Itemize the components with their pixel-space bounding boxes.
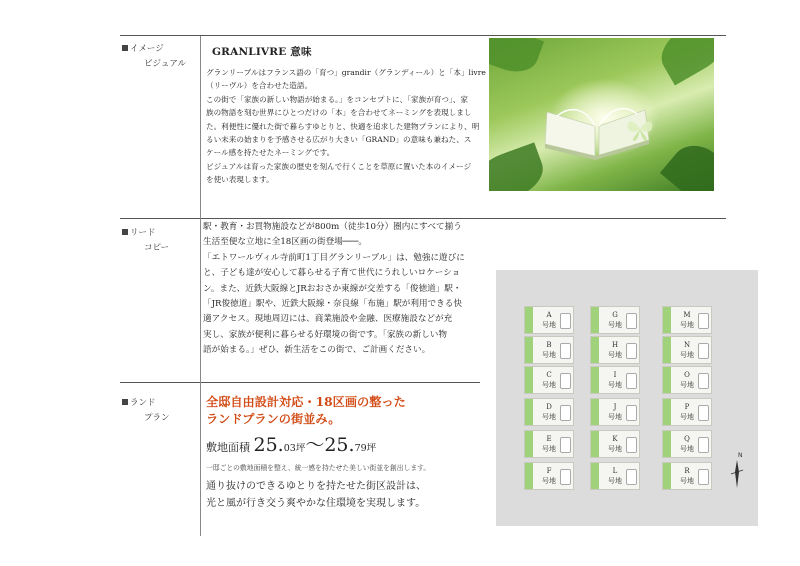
square-bullet-icon bbox=[122, 399, 128, 405]
parked-car-icon bbox=[698, 313, 709, 329]
lot-suffix: 号地 bbox=[680, 413, 694, 421]
garden-strip bbox=[663, 431, 671, 457]
lot-suffix: 号地 bbox=[542, 445, 556, 453]
lot-b bbox=[524, 336, 574, 364]
garden-strip bbox=[591, 463, 599, 489]
lot-suffix: 号地 bbox=[680, 445, 694, 453]
garden-strip bbox=[663, 307, 671, 333]
lot-letter: K bbox=[612, 435, 618, 443]
lot-suffix: 号地 bbox=[608, 413, 622, 421]
parked-car-icon bbox=[626, 373, 637, 389]
lot-suffix: 号地 bbox=[608, 477, 622, 485]
site-area: 敷地面積 25.03坪～25.79坪 bbox=[206, 434, 377, 456]
butterfly-icon bbox=[625, 116, 655, 142]
lot-letter: P bbox=[684, 403, 690, 411]
lot-p bbox=[662, 398, 712, 426]
parked-car-icon bbox=[626, 437, 637, 453]
lot-n bbox=[662, 336, 712, 364]
garden-strip bbox=[591, 307, 599, 333]
garden-strip bbox=[591, 337, 599, 363]
north-compass-icon bbox=[727, 450, 747, 490]
square-bullet-icon bbox=[122, 229, 128, 235]
lot-d bbox=[524, 398, 574, 426]
lot-suffix: 号地 bbox=[680, 381, 694, 389]
compass-north-label: N bbox=[738, 452, 743, 459]
land-plan-headline: 全邸自由設計対応・18区画の整った ランドプランの街並み。 bbox=[206, 395, 406, 426]
lot-c bbox=[524, 366, 574, 394]
lot-suffix: 号地 bbox=[680, 321, 694, 329]
lot-o bbox=[662, 366, 712, 394]
lot-suffix: 号地 bbox=[680, 477, 694, 485]
lot-letter: C bbox=[546, 371, 552, 379]
lot-letter: N bbox=[683, 341, 691, 349]
garden-strip bbox=[525, 307, 533, 333]
lot-f bbox=[524, 462, 574, 490]
garden-strip bbox=[525, 399, 533, 425]
parked-car-icon bbox=[560, 313, 571, 329]
garden-strip bbox=[591, 367, 599, 393]
lot-letter: O bbox=[684, 371, 690, 379]
lot-letter: F bbox=[546, 467, 552, 475]
lot-suffix: 号地 bbox=[542, 351, 556, 359]
parked-car-icon bbox=[698, 373, 709, 389]
parked-car-icon bbox=[626, 313, 637, 329]
image-visual-description: グランリーブルはフランス語の「育つ」grandir（グランディール）と「本」livre （リーヴル）を合わせた造語。 この街で「家族の新しい物語が始まる。」をコンセプトに、「家族が育つ」、家 族の物語を刻む世界にひとつだけの「本」を合わせてネーミングを表現しまし た。利便性に優れた街で暮らすゆとりと、快適を追求した建物プランにより、明 るい未来の始まりを予感させる広がり大きい「GRAND」の意味も兼ねた、ス ケール感を持たせたネーミングです。 ビジュアルは育った家族の歴史を刻んで行くことを草原に置いた本のイメージ を使い表現します。 bbox=[206, 68, 486, 185]
lot-letter: B bbox=[546, 341, 552, 349]
label-land-plan: ランド プラン bbox=[122, 396, 170, 426]
garden-strip bbox=[525, 337, 533, 363]
lot-letter: R bbox=[684, 467, 690, 475]
lot-letter: I bbox=[613, 371, 617, 379]
lot-letter: H bbox=[611, 341, 619, 349]
lot-letter: M bbox=[683, 311, 691, 319]
label-lead-copy: リード コピー bbox=[122, 226, 169, 256]
lot-a bbox=[524, 306, 574, 334]
lot-e bbox=[524, 430, 574, 458]
parked-car-icon bbox=[626, 343, 637, 359]
lot-suffix: 号地 bbox=[608, 381, 622, 389]
lot-h bbox=[590, 336, 640, 364]
garden-strip bbox=[663, 463, 671, 489]
garden-strip bbox=[591, 431, 599, 457]
parked-car-icon bbox=[560, 405, 571, 421]
lot-suffix: 号地 bbox=[608, 351, 622, 359]
garden-strip bbox=[525, 431, 533, 457]
closing-text: 通り抜けのできるゆとりを持たせた街区設計は、 光と風が行き交う爽やかな住環境を実現します。 bbox=[206, 481, 426, 509]
parked-car-icon bbox=[698, 437, 709, 453]
lot-letter: D bbox=[546, 403, 552, 411]
lot-m bbox=[662, 306, 712, 334]
lot-letter: G bbox=[612, 311, 618, 319]
lot-g bbox=[590, 306, 640, 334]
lot-l bbox=[590, 462, 640, 490]
area-note: 一邸ごとの敷地面積を整え、統一感を持たせた美しい街並を創出します。 bbox=[206, 464, 431, 472]
lot-i bbox=[590, 366, 640, 394]
lot-suffix: 号地 bbox=[680, 351, 694, 359]
parked-car-icon bbox=[698, 405, 709, 421]
lot-suffix: 号地 bbox=[542, 477, 556, 485]
lot-letter: L bbox=[612, 467, 618, 475]
parked-car-icon bbox=[626, 405, 637, 421]
garden-strip bbox=[663, 399, 671, 425]
lot-k bbox=[590, 430, 640, 458]
garden-strip bbox=[591, 399, 599, 425]
parked-car-icon bbox=[560, 373, 571, 389]
garden-strip bbox=[663, 367, 671, 393]
square-bullet-icon bbox=[122, 45, 128, 51]
lead-copy-text: 駅・教育・お買物施設などが800m（徒歩10分）圏内にすべて揃う 生活至便な立地に全18区画の街登場───。 「エトワールヴィル寺前町1丁目グランリーブル」は、勉強に遊びに と、子ども達が安心して暮らせる子育て世代にうれしいロケーショ ン。また、近鉄大阪線とJRおおさか東線が交差する「俊徳道」駅・ 「JR俊徳道」駅や、近鉄大阪線・奈良線「布施」駅が利用できる快 適アクセス。現地周辺には、商業施設や金融、医療施設などが充 実し、家族が便利に暮らせる好環境の街です。「家族の新しい物 語が始まる。」ぜひ、新生活をこの街で、ご計画ください。 bbox=[203, 222, 465, 356]
book-in-meadow-image bbox=[489, 38, 714, 191]
garden-strip bbox=[663, 337, 671, 363]
parked-car-icon bbox=[626, 469, 637, 485]
lot-q bbox=[662, 430, 712, 458]
rule-landplan bbox=[120, 382, 480, 383]
leaf-shape bbox=[660, 135, 714, 191]
label-image-visual: イメージ ビジュアル bbox=[122, 42, 186, 72]
lot-j bbox=[590, 398, 640, 426]
garden-strip bbox=[525, 367, 533, 393]
site-plan-map bbox=[496, 270, 758, 526]
section-title: GRANLIVRE 意味 bbox=[212, 46, 312, 58]
leaf-shape bbox=[652, 38, 714, 85]
lot-letter: A bbox=[546, 311, 552, 319]
parked-car-icon bbox=[560, 437, 571, 453]
lot-letter: Q bbox=[684, 435, 690, 443]
leaf-shape bbox=[489, 38, 544, 79]
garden-strip bbox=[525, 463, 533, 489]
parked-car-icon bbox=[698, 469, 709, 485]
lot-suffix: 号地 bbox=[542, 381, 556, 389]
parked-car-icon bbox=[560, 469, 571, 485]
parked-car-icon bbox=[560, 343, 571, 359]
lot-suffix: 号地 bbox=[608, 445, 622, 453]
lot-suffix: 号地 bbox=[542, 321, 556, 329]
rule-lead bbox=[120, 218, 726, 219]
top-rule bbox=[120, 35, 726, 36]
lot-letter: E bbox=[546, 435, 552, 443]
lot-suffix: 号地 bbox=[542, 413, 556, 421]
lot-letter: J bbox=[613, 403, 617, 411]
parked-car-icon bbox=[698, 343, 709, 359]
lot-r bbox=[662, 462, 712, 490]
lot-suffix: 号地 bbox=[608, 321, 622, 329]
column-divider bbox=[200, 36, 201, 536]
